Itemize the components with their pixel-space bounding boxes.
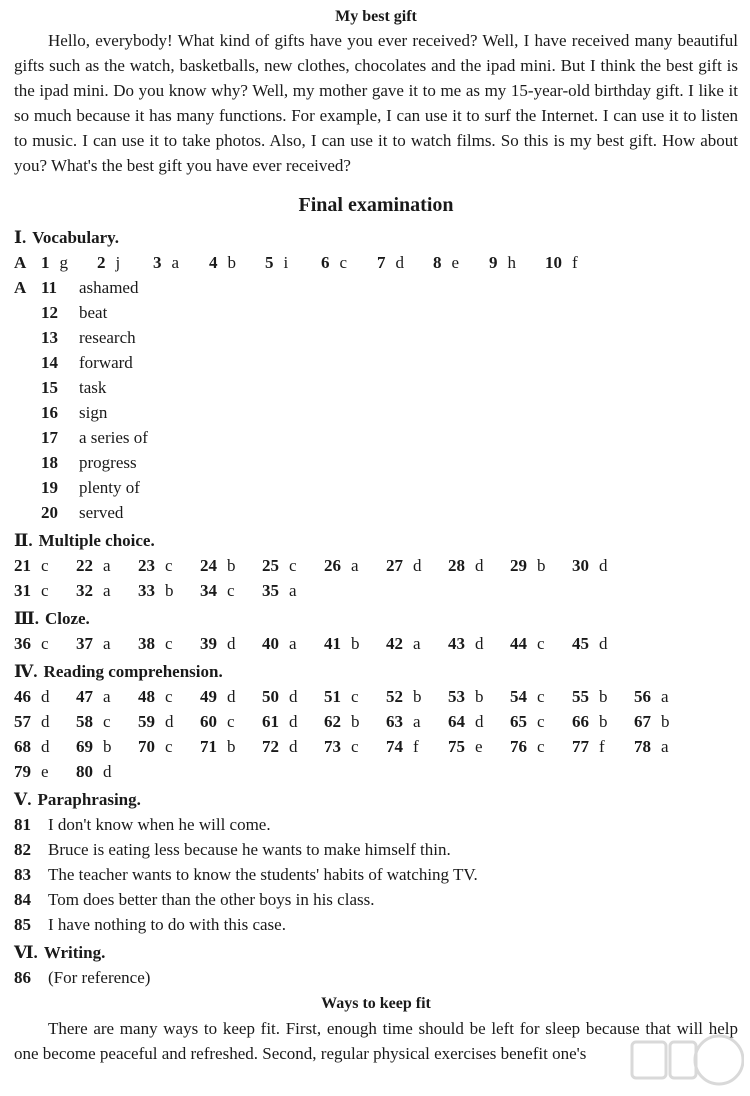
answer-letter: a — [413, 712, 421, 731]
answer-letter: c — [339, 253, 348, 272]
answer-item — [200, 631, 236, 656]
vocab-word: plenty of — [79, 478, 140, 497]
question-number: 79 — [14, 762, 31, 781]
answer-letter: a — [171, 253, 180, 272]
section-multiple-choice-heading — [14, 528, 738, 553]
answer-letter: d — [41, 712, 50, 731]
vocab-word-row — [14, 500, 738, 525]
answer-letter: c — [41, 634, 49, 653]
question-number: 38 — [138, 634, 155, 653]
answer-item — [386, 734, 419, 759]
answer-item — [14, 578, 49, 603]
answer-item — [262, 578, 297, 603]
question-number: 58 — [76, 712, 93, 731]
answer-item — [572, 709, 608, 734]
question-number: 61 — [262, 712, 279, 731]
question-number: 66 — [572, 712, 589, 731]
gift-title: My best gift — [335, 8, 417, 25]
answer-item — [14, 553, 49, 578]
question-number: 34 — [200, 581, 217, 600]
answer-item — [138, 553, 173, 578]
section-cloze-heading — [14, 606, 738, 631]
item-text: (For reference) — [48, 968, 151, 987]
mc-answer-row — [14, 553, 738, 578]
question-number: 77 — [572, 737, 589, 756]
question-number: 71 — [200, 737, 217, 756]
answer-item — [572, 684, 608, 709]
answer-letter: d — [289, 712, 298, 731]
question-number: 76 — [510, 737, 527, 756]
vocab-word-row — [14, 400, 738, 425]
section-label: Multiple choice. — [38, 531, 155, 550]
question-number: 21 — [14, 556, 31, 575]
answer-item — [76, 709, 111, 734]
question-number: 43 — [448, 634, 465, 653]
vocab-word: task — [79, 378, 107, 397]
answer-letter: a — [289, 634, 297, 653]
answer-item — [510, 631, 545, 656]
paraphrase-item — [14, 862, 738, 887]
answer-letter: d — [289, 687, 298, 706]
answer-item — [76, 684, 111, 709]
answer-letter: c — [537, 634, 545, 653]
answer-letter: c — [165, 634, 173, 653]
answer-letter: b — [227, 737, 236, 756]
question-number: 46 — [14, 687, 31, 706]
vocab-word-row — [14, 425, 738, 450]
answer-item — [200, 709, 235, 734]
item-text: Bruce is eating less because he wants to make himself thin. — [48, 840, 451, 859]
question-number: 73 — [324, 737, 341, 756]
question-number: 48 — [138, 687, 155, 706]
question-number: 22 — [76, 556, 93, 575]
answer-item — [76, 578, 111, 603]
answer-letter: b — [537, 556, 546, 575]
vocab-word: beat — [79, 303, 108, 322]
essay-body: There are many ways to keep fit. First, enough time should be left for sleep because that will help one become peaceful and refreshed. Second, regular physical exercises benefit one's — [14, 1019, 738, 1063]
answer-letter: a — [103, 634, 111, 653]
answer-letter: e — [41, 762, 49, 781]
answer-letter: d — [475, 634, 484, 653]
vocab-word: a series of — [79, 428, 148, 447]
section-number: Ⅴ. — [14, 790, 32, 809]
section-reading-heading — [14, 659, 738, 684]
item-text: Tom does better than the other boys in his class. — [48, 890, 375, 909]
answer-letter: c — [165, 687, 173, 706]
answer-item — [200, 684, 236, 709]
vocab-word-row — [14, 300, 738, 325]
vocab-word-row — [14, 350, 738, 375]
answer-item — [262, 734, 298, 759]
answer-letter: h — [507, 253, 516, 272]
question-number: 40 — [262, 634, 279, 653]
answer-letter: c — [537, 687, 545, 706]
question-number: 65 — [510, 712, 527, 731]
answer-item — [510, 684, 545, 709]
question-number: 45 — [572, 634, 589, 653]
mc-answer-row — [14, 578, 738, 603]
answer-letter: c — [103, 712, 111, 731]
question-number: 37 — [76, 634, 93, 653]
answer-item — [200, 734, 236, 759]
item-text: The teacher wants to know the students' habits of watching TV. — [48, 865, 478, 884]
question-number: 15 — [41, 378, 58, 397]
answer-item — [76, 553, 111, 578]
answer-item — [262, 631, 297, 656]
answer-item — [324, 684, 359, 709]
paraphrase-item — [14, 887, 738, 912]
section-number: Ⅰ. — [14, 228, 27, 247]
final-exam-title: Final examination — [298, 194, 454, 216]
question-number: 10 — [545, 253, 562, 272]
answer-letter: b — [661, 712, 670, 731]
item-text: I don't know when he will come. — [48, 815, 271, 834]
answer-letter: d — [103, 762, 112, 781]
answer-item — [76, 734, 112, 759]
answer-letter: b — [165, 581, 174, 600]
item-number: 81 — [14, 815, 31, 834]
row-prefix: A — [14, 253, 27, 272]
answer-item — [377, 250, 404, 275]
question-number: 52 — [386, 687, 403, 706]
question-number: 24 — [200, 556, 217, 575]
question-number: 36 — [14, 634, 31, 653]
answer-letter: c — [227, 712, 235, 731]
question-number: 27 — [386, 556, 403, 575]
section-paraphrasing-heading — [14, 787, 738, 812]
paraphrase-item — [14, 812, 738, 837]
question-number: 33 — [138, 581, 155, 600]
answer-item — [510, 709, 545, 734]
answer-item — [448, 684, 484, 709]
answer-letter: d — [475, 556, 484, 575]
gift-body: Hello, everybody! What kind of gifts have you ever received? Well, I have received many beautiful gifts such as the watch, basketballs, new clothes, chocolates and the ipad mini. But I think the best gift is the ipad mini. Do you know why? Well, my mother gave it to me as my 15-year-old birthday gift. I like it so much because it has many functions. For example, I can use it to surf the Internet. I can use it to listen to music. I can use it to take photos. Also, I can use it to watch films. So this is my best gift. How about you? What's the best gift you have ever received? — [14, 31, 738, 175]
vocab-word: research — [79, 328, 136, 347]
answer-item — [200, 578, 235, 603]
question-number: 80 — [76, 762, 93, 781]
answer-letter: f — [599, 737, 605, 756]
vocab-word-row — [14, 450, 738, 475]
reading-answer-row — [14, 759, 738, 784]
answer-item — [14, 684, 50, 709]
question-number: 67 — [634, 712, 651, 731]
answer-item — [510, 734, 545, 759]
section-writing-heading — [14, 940, 738, 965]
answer-item — [14, 631, 49, 656]
answer-letter: d — [395, 253, 404, 272]
answer-item — [76, 759, 112, 784]
question-number: 19 — [41, 478, 58, 497]
question-number: 72 — [262, 737, 279, 756]
answer-item — [386, 631, 421, 656]
vocab-word: forward — [79, 353, 133, 372]
answer-letter: j — [115, 253, 121, 272]
answer-item — [97, 250, 120, 275]
answer-letter: c — [351, 687, 359, 706]
answer-letter: a — [661, 687, 669, 706]
answer-page — [14, 6, 738, 1066]
answer-item — [265, 250, 288, 275]
paraphrase-item — [14, 837, 738, 862]
answer-item — [386, 684, 422, 709]
section-label: Cloze. — [44, 609, 90, 628]
answer-letter: f — [413, 737, 419, 756]
answer-letter: c — [537, 712, 545, 731]
answer-letter: b — [599, 712, 608, 731]
answer-item — [489, 250, 516, 275]
answer-letter: g — [59, 253, 68, 272]
writing-item — [14, 965, 738, 990]
answer-letter: c — [289, 556, 297, 575]
section-number: Ⅲ. — [14, 609, 39, 628]
answer-item — [209, 250, 236, 275]
section-label: Paraphrasing. — [37, 790, 141, 809]
answer-letter: c — [537, 737, 545, 756]
answer-letter: c — [165, 556, 173, 575]
section-number: Ⅵ. — [14, 943, 38, 962]
answer-letter: c — [351, 737, 359, 756]
item-number: 83 — [14, 865, 31, 884]
answer-item — [510, 553, 546, 578]
answer-item — [634, 734, 669, 759]
answer-item — [14, 759, 49, 784]
question-number: 44 — [510, 634, 527, 653]
question-number: 49 — [200, 687, 217, 706]
answer-letter: d — [41, 737, 50, 756]
question-number: 26 — [324, 556, 341, 575]
answer-item — [572, 734, 605, 759]
answer-item — [138, 578, 174, 603]
question-number: 74 — [386, 737, 403, 756]
question-number: 30 — [572, 556, 589, 575]
question-number: 78 — [634, 737, 651, 756]
answer-letter: b — [599, 687, 608, 706]
question-number: 3 — [153, 253, 162, 272]
answer-letter: d — [413, 556, 422, 575]
vocab-word: ashamed — [79, 278, 139, 297]
answer-letter: b — [351, 712, 360, 731]
answer-item — [138, 631, 173, 656]
question-number: 62 — [324, 712, 341, 731]
vocab-word-row — [14, 475, 738, 500]
answer-letter: i — [283, 253, 289, 272]
question-number: 18 — [41, 453, 58, 472]
question-number: 59 — [138, 712, 155, 731]
answer-item — [321, 250, 347, 275]
answer-item — [634, 709, 670, 734]
question-number: 8 — [433, 253, 442, 272]
question-number: 68 — [14, 737, 31, 756]
reading-answer-row — [14, 709, 738, 734]
vocab-word-row — [14, 325, 738, 350]
answer-item — [386, 553, 422, 578]
item-number: 84 — [14, 890, 31, 909]
item-number: 86 — [14, 968, 31, 987]
answer-letter: d — [165, 712, 174, 731]
cloze-answer-row — [14, 631, 738, 656]
answer-letter: a — [103, 581, 111, 600]
answer-letter: c — [165, 737, 173, 756]
question-number: 64 — [448, 712, 465, 731]
question-number: 75 — [448, 737, 465, 756]
question-number: 23 — [138, 556, 155, 575]
answer-item — [572, 631, 608, 656]
answer-item — [262, 709, 298, 734]
section-number: Ⅱ. — [14, 531, 33, 550]
section-label: Writing. — [43, 943, 106, 962]
answer-letter: a — [351, 556, 359, 575]
question-number: 12 — [41, 303, 58, 322]
question-number: 50 — [262, 687, 279, 706]
answer-letter: b — [103, 737, 112, 756]
answer-item — [41, 250, 68, 275]
question-number: 5 — [265, 253, 274, 272]
answer-letter: c — [41, 556, 49, 575]
question-number: 6 — [321, 253, 330, 272]
question-number: 1 — [41, 253, 50, 272]
question-number: 14 — [41, 353, 58, 372]
answer-letter: b — [413, 687, 422, 706]
question-number: 13 — [41, 328, 58, 347]
answer-item — [153, 250, 179, 275]
section-number: Ⅳ. — [14, 662, 38, 681]
answer-letter: a — [289, 581, 297, 600]
answer-item — [324, 709, 360, 734]
question-number: 2 — [97, 253, 106, 272]
reading-answer-row — [14, 684, 738, 709]
question-number: 31 — [14, 581, 31, 600]
question-number: 41 — [324, 634, 341, 653]
answer-item — [138, 684, 173, 709]
answer-item — [448, 631, 484, 656]
vocab-word: served — [79, 503, 124, 522]
answer-item — [138, 734, 173, 759]
question-number: 28 — [448, 556, 465, 575]
answer-letter: e — [475, 737, 483, 756]
answer-letter: d — [599, 634, 608, 653]
answer-letter: d — [289, 737, 298, 756]
answer-item — [324, 631, 360, 656]
answer-letter: b — [227, 556, 236, 575]
section-label: Vocabulary. — [32, 228, 119, 247]
item-number: 85 — [14, 915, 31, 934]
question-number: 70 — [138, 737, 155, 756]
item-text: I have nothing to do with this case. — [48, 915, 286, 934]
answer-item — [448, 734, 483, 759]
answer-letter: a — [103, 687, 111, 706]
question-number: 55 — [572, 687, 589, 706]
question-number: 32 — [76, 581, 93, 600]
question-number: 25 — [262, 556, 279, 575]
item-number: 82 — [14, 840, 31, 859]
answer-item — [386, 709, 421, 734]
question-number: 63 — [386, 712, 403, 731]
answer-letter: b — [351, 634, 360, 653]
question-number: 4 — [209, 253, 218, 272]
answer-letter: c — [41, 581, 49, 600]
answer-letter: d — [599, 556, 608, 575]
question-number: 42 — [386, 634, 403, 653]
question-number: 53 — [448, 687, 465, 706]
section-vocabulary-heading — [14, 225, 738, 250]
question-number: 47 — [76, 687, 93, 706]
section-label: Reading comprehension. — [43, 662, 223, 681]
answer-letter: a — [413, 634, 421, 653]
answer-letter: b — [475, 687, 484, 706]
answer-letter: b — [227, 253, 236, 272]
vocab-row-a — [14, 250, 738, 275]
question-number: 29 — [510, 556, 527, 575]
answer-item — [324, 553, 359, 578]
answer-letter: c — [227, 581, 235, 600]
answer-item — [448, 709, 484, 734]
paraphrase-item — [14, 912, 738, 937]
question-number: 9 — [489, 253, 498, 272]
answer-letter: d — [475, 712, 484, 731]
answer-item — [262, 553, 297, 578]
answer-item — [545, 250, 578, 275]
answer-item — [138, 709, 174, 734]
answer-item — [572, 553, 608, 578]
answer-item — [324, 734, 359, 759]
answer-letter: a — [103, 556, 111, 575]
vocab-word: progress — [79, 453, 137, 472]
question-number: 69 — [76, 737, 93, 756]
question-number: 20 — [41, 503, 58, 522]
answer-item — [433, 250, 459, 275]
answer-item — [76, 631, 111, 656]
question-number: 54 — [510, 687, 527, 706]
question-number: 51 — [324, 687, 341, 706]
question-number: 57 — [14, 712, 31, 731]
answer-item — [14, 734, 50, 759]
question-number: 60 — [200, 712, 217, 731]
question-number: 16 — [41, 403, 58, 422]
vocab-word-row — [14, 375, 738, 400]
question-number: 39 — [200, 634, 217, 653]
reading-answer-row — [14, 734, 738, 759]
answer-letter: f — [572, 253, 578, 272]
vocab-word: sign — [79, 403, 108, 422]
answer-letter: a — [661, 737, 669, 756]
question-number: 11 — [41, 278, 58, 297]
answer-item — [200, 553, 236, 578]
answer-item — [448, 553, 484, 578]
question-number: 17 — [41, 428, 58, 447]
answer-letter: d — [227, 634, 236, 653]
row-prefix: A — [14, 278, 27, 297]
question-number: 35 — [262, 581, 279, 600]
answer-item — [262, 684, 298, 709]
answer-letter: d — [227, 687, 236, 706]
vocab-word-row — [14, 275, 738, 300]
answer-item — [14, 709, 50, 734]
watermark-stamp-icon — [624, 1030, 744, 1090]
answer-item — [634, 684, 669, 709]
essay-title: Ways to keep fit — [321, 995, 431, 1012]
question-number: 7 — [377, 253, 386, 272]
answer-letter: d — [41, 687, 50, 706]
question-number: 56 — [634, 687, 651, 706]
answer-letter: e — [451, 253, 460, 272]
